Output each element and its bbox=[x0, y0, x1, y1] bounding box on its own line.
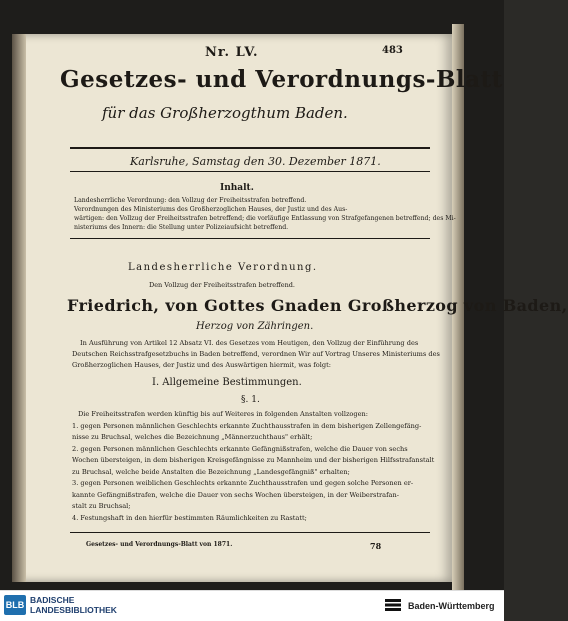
state-name[interactable]: Baden-Württemberg bbox=[408, 601, 495, 611]
rule-contents bbox=[70, 238, 430, 239]
paragraph-mark: §. 1. bbox=[241, 395, 260, 405]
blb-logo[interactable]: BLB bbox=[4, 595, 26, 615]
rule-footer bbox=[70, 532, 430, 533]
page-number: 483 bbox=[382, 45, 403, 56]
contents-line: Verordnungen des Ministeriums des Großherzoglichen Hauses, der Justiz und des Aus- bbox=[74, 206, 348, 213]
issue-number: Nr. LV. bbox=[205, 45, 259, 60]
body-line: 3. gegen Personen weiblichen Geschlechts erkannte Zuchthausstrafen und gegen solche Personen er- bbox=[72, 479, 414, 487]
body-line: 1. gegen Personen männlichen Geschlechts erkannte Zuchthausstrafen in dem bisherigen Zellengefäng- bbox=[72, 422, 422, 430]
footer-publication: Gesetzes- und Verordnungs-Blatt von 1871. bbox=[86, 541, 233, 548]
date-line: Karlsruhe, Samstag den 30. Dezember 1871. bbox=[130, 155, 381, 168]
preamble-line: Großherzoglichen Hauses, der Justiz und des Auswärtigen hiermit, was folgt: bbox=[72, 361, 331, 369]
rule-date bbox=[70, 171, 430, 172]
baden-wuerttemberg-crest-icon bbox=[384, 597, 402, 613]
body-line: zu Bruchsal, welche beide Anstalten die Bezeichnung „Landesgefängniß" erhalten; bbox=[72, 468, 350, 476]
gazette-title: Gesetzes- und Verordnungs-Blatt bbox=[60, 66, 503, 93]
sovereign-title: Friedrich, von Gottes Gnaden Großherzog von Baden, bbox=[67, 296, 568, 315]
body-line: Wochen übersteigen, in dem bisherigen Kreisgefängnisse zu Mannheim und der bisherigen Hilfsstrafanstalt bbox=[72, 456, 435, 464]
contents-line: nisteriums des Innern: die Stellung unter Polizeiaufsicht betreffend. bbox=[74, 224, 289, 231]
footer-sheet-number: 78 bbox=[370, 541, 382, 551]
section-title: I. Allgemeine Bestimmungen. bbox=[152, 377, 302, 388]
preamble-line: Deutschen Reichsstrafgesetzbuchs in Baden betreffend, verordnen Wir auf Vortrag Unseres Ministeriums des bbox=[72, 350, 440, 358]
sovereign-subtitle: Herzog von Zähringen. bbox=[196, 321, 314, 332]
body-line: kannte Gefängnißstrafen, welche die Dauer von sechs Wochen übersteigen, in der Weiberstrafan- bbox=[72, 491, 399, 499]
rule-top bbox=[70, 147, 430, 149]
contents-line: Landesherrliche Verordnung: den Vollzug der Freiheitsstrafen betreffend. bbox=[74, 197, 307, 204]
book-spine bbox=[12, 34, 26, 582]
decree-subheading: Den Vollzug der Freiheitsstrafen betreffend. bbox=[149, 281, 295, 289]
library-name-line: LANDESBIBLIOTHEK bbox=[30, 605, 117, 615]
decree-heading: Landesherrliche Verordnung. bbox=[128, 262, 318, 273]
body-line: stalt zu Bruchsal; bbox=[72, 502, 131, 510]
body-line: nisse zu Bruchsal, welches die Bezeichnung „Männerzuchthaus" erhält; bbox=[72, 433, 313, 441]
contents-heading: Inhalt. bbox=[220, 183, 254, 193]
library-name-line: BADISCHE bbox=[30, 595, 75, 605]
body-line: 4. Festungshaft in den hierfür bestimmten Räumlichkeiten zu Rastatt; bbox=[72, 514, 307, 522]
body-line: 2. gegen Personen männlichen Geschlechts erkannte Gefängnißstrafen, welche die Dauer von sechs bbox=[72, 445, 408, 453]
library-name[interactable] bbox=[30, 595, 117, 615]
preamble-line: In Ausführung von Artikel 12 Absatz VI. des Gesetzes vom Heutigen, den Vollzug der Einführung des bbox=[80, 339, 419, 347]
body-line: Die Freiheitsstrafen werden künftig bis auf Weiteres in folgenden Anstalten vollzogen: bbox=[78, 410, 368, 418]
contents-line: wärtigen: den Vollzug der Freiheitsstrafen betreffend; die vorläufige Entlassung von Strafgefangenen betreffend; des Mi- bbox=[74, 215, 456, 222]
gazette-subtitle: für das Großherzogthum Baden. bbox=[102, 104, 348, 122]
